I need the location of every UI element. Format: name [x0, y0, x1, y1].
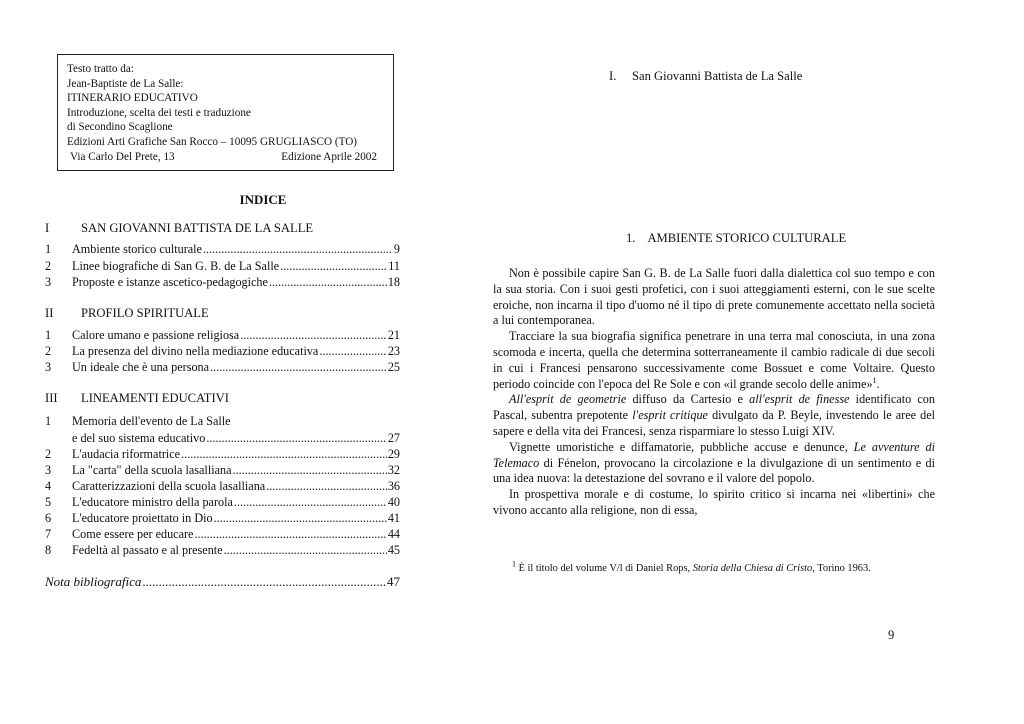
entry-number: 3 — [45, 360, 52, 374]
source-box — [57, 54, 394, 171]
entry-page: 36 — [387, 479, 400, 493]
index-section-heading — [45, 221, 405, 237]
entry-number: 7 — [45, 527, 52, 541]
entry-number: 2 — [45, 259, 52, 273]
dot-leader — [233, 462, 387, 478]
entry-page: 11 — [388, 259, 400, 273]
index-title: INDICE — [239, 192, 287, 207]
entry-title-cont: e del suo sistema educativo — [72, 431, 206, 445]
paragraph-text: identificato con Pascal, subentra prepotente — [493, 392, 935, 423]
entry-page: 44 — [387, 527, 400, 541]
entry-page: 47 — [387, 574, 400, 589]
italic-term: l'esprit critique — [632, 408, 708, 423]
dot-leader — [234, 494, 387, 510]
paragraph-text: Vignette umoristiche e diffamatorie, pubbliche accuse e denunce, — [509, 439, 854, 454]
entry-title: L'educatore ministro della parola — [72, 495, 233, 509]
section-number: III — [45, 391, 58, 405]
entry-title: Un ideale che è una persona — [72, 360, 210, 374]
entry-page: 29 — [387, 447, 400, 461]
entry-page: 45 — [387, 543, 400, 557]
entry-title: Linee biografiche di San G. B. de La Salle — [72, 259, 280, 273]
entry-title: Memoria dell'evento de La Salle — [72, 414, 231, 428]
section-title: SAN GIOVANNI BATTISTA DE LA SALLE — [81, 221, 314, 235]
entry-title: Come essere per educare — [72, 527, 194, 541]
entry-page: 9 — [393, 242, 400, 256]
footnote-text: È il titolo del volume V/l di Daniel Rops, — [516, 563, 693, 574]
section-title: PROFILO SPIRITUALE — [81, 306, 209, 320]
dot-leader — [224, 542, 387, 558]
paragraph-text: diffuso da Cartesio e — [626, 392, 750, 407]
footnote-ref[interactable]: 1 — [872, 375, 877, 385]
entry-title: La "carta" della scuola lasalliana — [72, 463, 232, 477]
source-line: Edizioni Arti Grafiche San Rocco – 10095 GRUGLIASCO (TO) — [67, 135, 358, 148]
index-section-heading — [45, 306, 405, 322]
entry-number: 1 — [45, 328, 52, 342]
dot-leader — [203, 241, 393, 257]
chapter-title: San Giovanni Battista de La Salle — [632, 69, 803, 83]
dot-leader — [280, 258, 387, 274]
dot-leader — [319, 343, 386, 359]
paragraph-text: Tracciare la sua biografia significa penetrare in una terra mal conosciuta, in una zona scomoda e incerta, quella che determina sotterraneamente il cambio radicale di due secoli in cui i Francesi pensarono successivamente come Bossuet e come Voltaire. Questo periodo coincide con l'epoca del Re Sole e con «il grande secolo delle anime» — [493, 329, 935, 391]
section-number: 1. — [626, 231, 636, 245]
source-line: Jean-Baptiste de La Salle: — [67, 77, 184, 90]
page-number: 9 — [888, 628, 895, 642]
source-address-row — [67, 150, 393, 165]
index-section-heading — [45, 391, 405, 407]
footnote-title: Storia della Chiesa di Cristo, — [692, 563, 815, 574]
dot-leader — [269, 274, 387, 290]
entry-title: Proposte e istanze ascetico-pedagogiche — [72, 275, 268, 289]
entry-number: 1 — [45, 414, 52, 428]
entry-title: La presenza del divino nella mediazione educativa — [72, 344, 319, 358]
paragraph — [493, 392, 935, 439]
source-edition: Edizione Aprile 2002 — [281, 150, 377, 163]
dot-leader — [210, 359, 387, 375]
entry-number: 6 — [45, 511, 52, 525]
italic-term: All'esprit de geometrie — [509, 392, 627, 407]
paragraph — [493, 440, 935, 487]
entry-page: 25 — [387, 360, 400, 374]
entry-page: 32 — [387, 463, 400, 477]
paragraph-text: divulgato da P. Beyle, investendo le aree del sapere e della vita dei Francesi, senza risparmiare lo stesso Luigi XIV. — [493, 408, 936, 438]
entry-number: 3 — [45, 463, 52, 477]
source-line: ITINERARIO EDUCATIVO — [67, 92, 198, 105]
paragraph-text: di Fénelon, provocano la circolazione e la divulgazione di un sentimento e di una idea nuova: la detestazione del sovrano e il valore del popolo. — [493, 455, 935, 486]
entry-page: 41 — [387, 511, 400, 525]
entry-page: 18 — [387, 275, 400, 289]
dot-leader — [194, 526, 386, 542]
entry-title: L'educatore proiettato in Dio — [72, 511, 213, 525]
entry-page: 40 — [387, 495, 400, 509]
entry-title: Calore umano e passione religiosa — [72, 328, 240, 342]
entry-title: Nota bibliografica — [45, 574, 142, 589]
section-number: I — [45, 221, 50, 235]
entry-number: 3 — [45, 275, 52, 289]
entry-title: Ambiente storico culturale — [72, 242, 202, 256]
footnote-text: Torino 1963. — [814, 563, 871, 574]
entry-number: 2 — [45, 344, 52, 358]
dot-leader — [266, 478, 387, 494]
source-line: Testo tratto da: — [67, 63, 134, 75]
section-title: AMBIENTE STORICO CULTURALE — [647, 231, 847, 245]
footnote — [512, 559, 871, 574]
entry-page: 21 — [387, 328, 400, 342]
paragraph: In prospettiva morale e di costume, lo spirito critico si incarna nei «libertini» che vivono accanto alla religione, non di essa, — [493, 487, 935, 517]
paragraph: Non è possibile capire San G. B. de La Salle fuori dalla dialettica col suo tempo e con la sua storia. Con i suoi gesti profetici, con i suoi atteggiamenti esterni, con le sue scelte eroiche, non incarna il tipo d'uomo né il tipo di prete comunemente accettato nella società a lui contemporanea. — [493, 266, 935, 328]
entry-number: 1 — [45, 242, 52, 256]
section-heading — [626, 231, 846, 246]
dot-leader — [181, 446, 387, 462]
source-line: Introduzione, scelta dei testi e traduzione — [67, 106, 251, 119]
source-line: di Secondino Scaglione — [67, 121, 173, 134]
entry-title: L'audacia riformatrice — [72, 447, 181, 461]
entry-number: 8 — [45, 543, 52, 557]
entry-page: 27 — [387, 431, 400, 445]
entry-number: 4 — [45, 479, 52, 493]
italic-title: Le avventure di Telemaco — [493, 439, 935, 470]
italic-term: all'esprit de finesse — [749, 392, 850, 407]
dot-leader — [214, 510, 387, 526]
chapter-number: I. — [609, 69, 617, 83]
entry-title: Fedeltà al passato e al presente — [72, 543, 223, 557]
dot-leader — [240, 327, 387, 343]
source-address: Via Carlo Del Prete, 13 — [70, 150, 175, 163]
body-text — [493, 266, 935, 519]
dot-leader — [206, 430, 386, 446]
paragraph — [493, 329, 935, 392]
dot-leader — [142, 574, 386, 590]
entry-number: 5 — [45, 495, 52, 509]
paragraph-text: . — [876, 376, 880, 391]
footnote-marker: 1 — [512, 559, 516, 569]
entry-page: 23 — [387, 344, 400, 358]
entry-number: 2 — [45, 447, 52, 461]
section-number: II — [45, 306, 54, 320]
section-title: LINEAMENTI EDUCATIVI — [81, 391, 229, 405]
entry-title: Caratterizzazioni della scuola lasalliana — [72, 479, 266, 493]
